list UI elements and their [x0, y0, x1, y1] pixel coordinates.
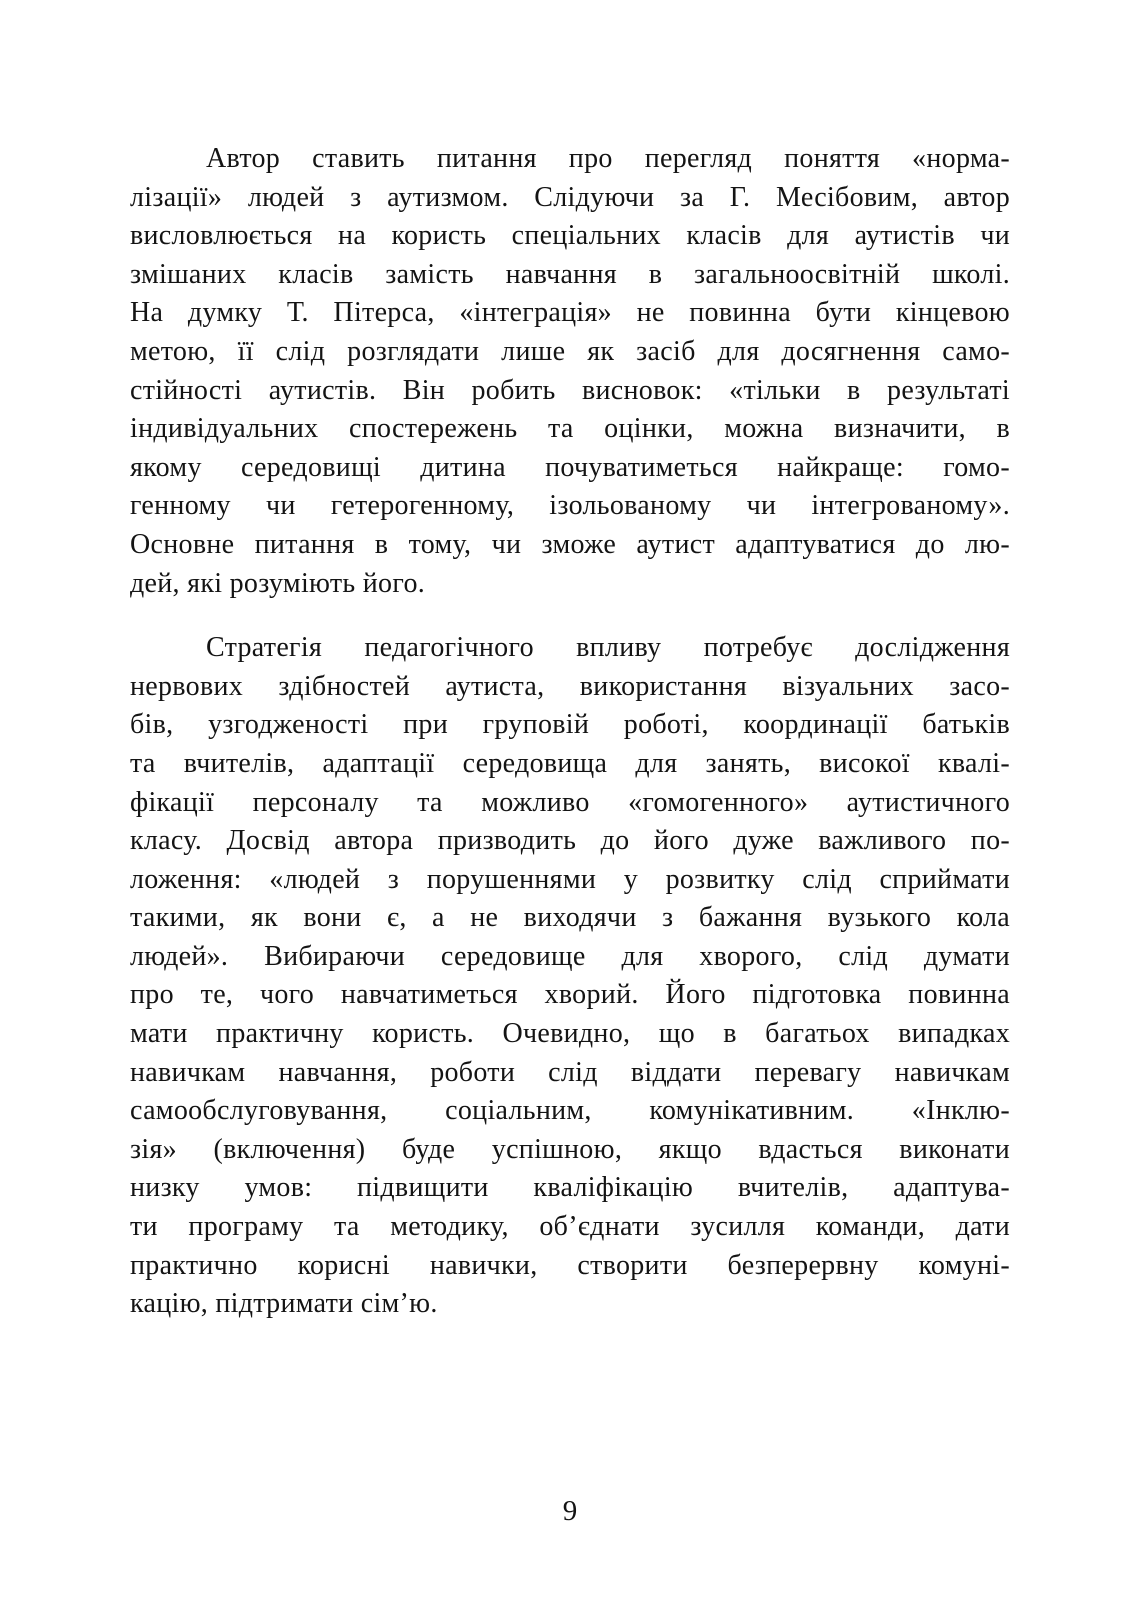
text-line: ти програму та методику, об’єднати зусилля команди, дати [130, 1211, 1010, 1243]
text-line: практично корисні навички, створити безперервну комуні- [130, 1249, 1010, 1281]
text-line: та вчителів, адаптації середовища для занять, високої квалі- [130, 747, 1010, 779]
text-line: лізації» людей з аутизмом. Слідуючи за Г. Месібовим, автор [130, 181, 1010, 213]
text-line: самообслуговування, соціальним, комунікативним. «Інклю- [130, 1095, 1010, 1127]
text-line: нервових здібностей аутиста, використання візуальних засо- [130, 670, 1010, 702]
paragraph [130, 629, 1010, 1324]
text-line: людей». Вибираючи середовище для хворого, слід думати [130, 940, 1010, 972]
text-line: На думку Т. Пітерса, «інтеграція» не повинна бути кінцевою [130, 297, 1010, 329]
text-line: мати практичну користь. Очевидно, що в багатьох випадках [130, 1018, 1010, 1050]
text-line: генному чи гетерогенному, ізольованому чи інтегрованому». [130, 490, 1010, 522]
text-line: ложення: «людей з порушеннями у розвитку слід сприймати [130, 863, 1010, 895]
text-line: Основне питання в тому, чи зможе аутист адаптуватися до лю- [130, 528, 1010, 560]
text-line: Стратегія педагогічного впливу потребує дослідження [206, 632, 1010, 664]
text-line: зія» (включення) буде успішною, якщо вдасться виконати [130, 1133, 1010, 1165]
text-line: стійності аутистів. Він робить висновок: «тільки в результаті [130, 374, 1010, 406]
text-line: дей, які розуміють його. [130, 567, 426, 599]
text-line: такими, як вони є, а не виходячи з бажання вузького кола [130, 902, 1010, 934]
text-line: метою, її слід розглядати лише як засіб для досягнення само- [130, 335, 1010, 367]
text-line: бів, узгодженості при груповій роботі, координації батьків [130, 709, 1010, 741]
text-line: висловлюється на користь спеціальних класів для аутистів чи [130, 220, 1010, 252]
text-block [130, 140, 1010, 1324]
text-line: навичкам навчання, роботи слід віддати перевагу навичкам [130, 1056, 1010, 1088]
paragraph [130, 140, 1010, 603]
text-line: фікації персоналу та можливо «гомогенного» аутистичного [130, 786, 1010, 818]
text-line: низку умов: підвищити кваліфікацію вчителів, адаптува- [130, 1172, 1010, 1204]
text-line: якому середовищі дитина почуватиметься найкраще: гомо- [130, 451, 1010, 483]
text-line: про те, чого навчатиметься хворий. Його підготовка повинна [130, 979, 1010, 1011]
text-line: змішаних класів замість навчання в загальноосвітній школі. [130, 258, 1010, 290]
text-line: кацію, підтримати сім’ю. [130, 1288, 438, 1320]
text-line: Автор ставить питання про перегляд поняття «норма- [206, 143, 1010, 174]
text-line: класу. Досвід автора призводить до його дуже важливого по- [130, 825, 1010, 857]
text-line: індивідуальних спостережень та оцінки, можна визначити, в [130, 413, 1010, 445]
page-number: 9 [562, 1495, 578, 1527]
